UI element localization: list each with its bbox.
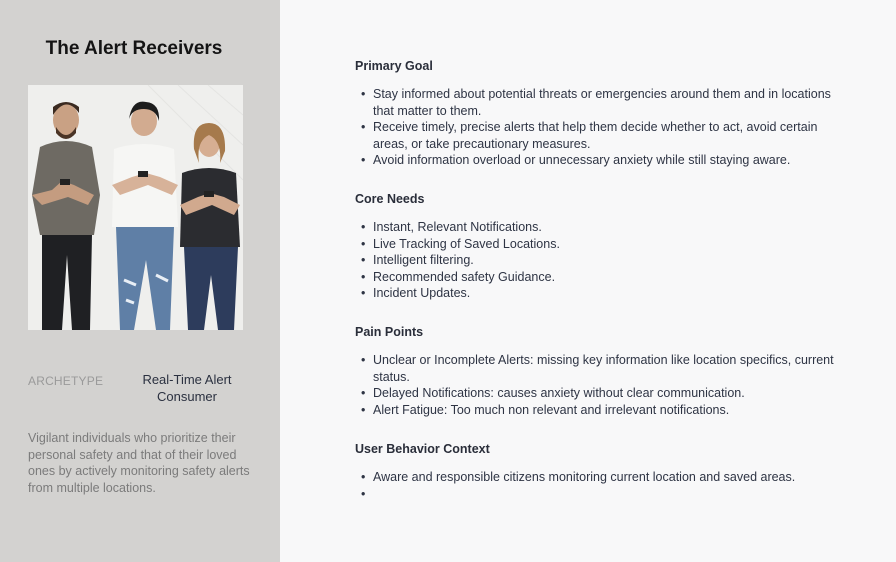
section-core-needs: [355, 192, 855, 302]
list-item: • Delayed Notifications: causes anxiety without clear communication.: [373, 385, 855, 402]
list-item: • Receive timely, precise alerts that help them decide whether to act, avoid certain areas, or take precautionary measures.: [373, 119, 855, 152]
list-item: • Unclear or Incomplete Alerts: missing key information like location specifics, current status.: [373, 352, 855, 385]
list-item: • Instant, Relevant Notifications.: [373, 219, 855, 236]
bullet-list: [355, 469, 855, 502]
bullet-list: [355, 219, 855, 302]
archetype-label: ARCHETYPE: [28, 374, 104, 388]
persona-description: Vigilant individuals who prioritize their personal safety and that of their loved ones by actively monitoring safety alerts from multiple locations.: [28, 431, 250, 495]
list-item: • Avoid information overload or unnecessary anxiety while still staying aware.: [373, 152, 855, 169]
bullet-list: [355, 86, 855, 169]
list-item: • Stay informed about potential threats or emergencies around them and in locations that matter to them.: [373, 86, 855, 119]
section-heading: Primary Goal: [355, 59, 433, 73]
list-item: • Incident Updates.: [373, 285, 855, 302]
section-primary-goal: [355, 59, 855, 169]
section-heading: User Behavior Context: [355, 442, 490, 456]
persona-sidebar: [0, 0, 280, 562]
list-item: • Recommended safety Guidance.: [373, 269, 855, 286]
bullet-list: [355, 352, 855, 418]
section-heading: Pain Points: [355, 325, 424, 339]
archetype-value: Real-Time Alert Consumer: [142, 372, 232, 404]
list-item: [373, 486, 855, 503]
list-item: • Live Tracking of Saved Locations.: [373, 236, 855, 253]
list-item: • Intelligent filtering.: [373, 252, 855, 269]
section-pain-points: [355, 325, 855, 418]
section-user-behavior: [355, 442, 855, 502]
list-item: • Aware and responsible citizens monitoring current location and saved areas.: [373, 469, 855, 486]
persona-photo: [28, 85, 243, 330]
persona-title: The Alert Receivers: [45, 38, 223, 59]
section-heading: Core Needs: [355, 192, 425, 206]
list-item: • Alert Fatigue: Too much non relevant and irrelevant notifications.: [373, 402, 855, 419]
people-with-phones-image: [28, 85, 243, 330]
